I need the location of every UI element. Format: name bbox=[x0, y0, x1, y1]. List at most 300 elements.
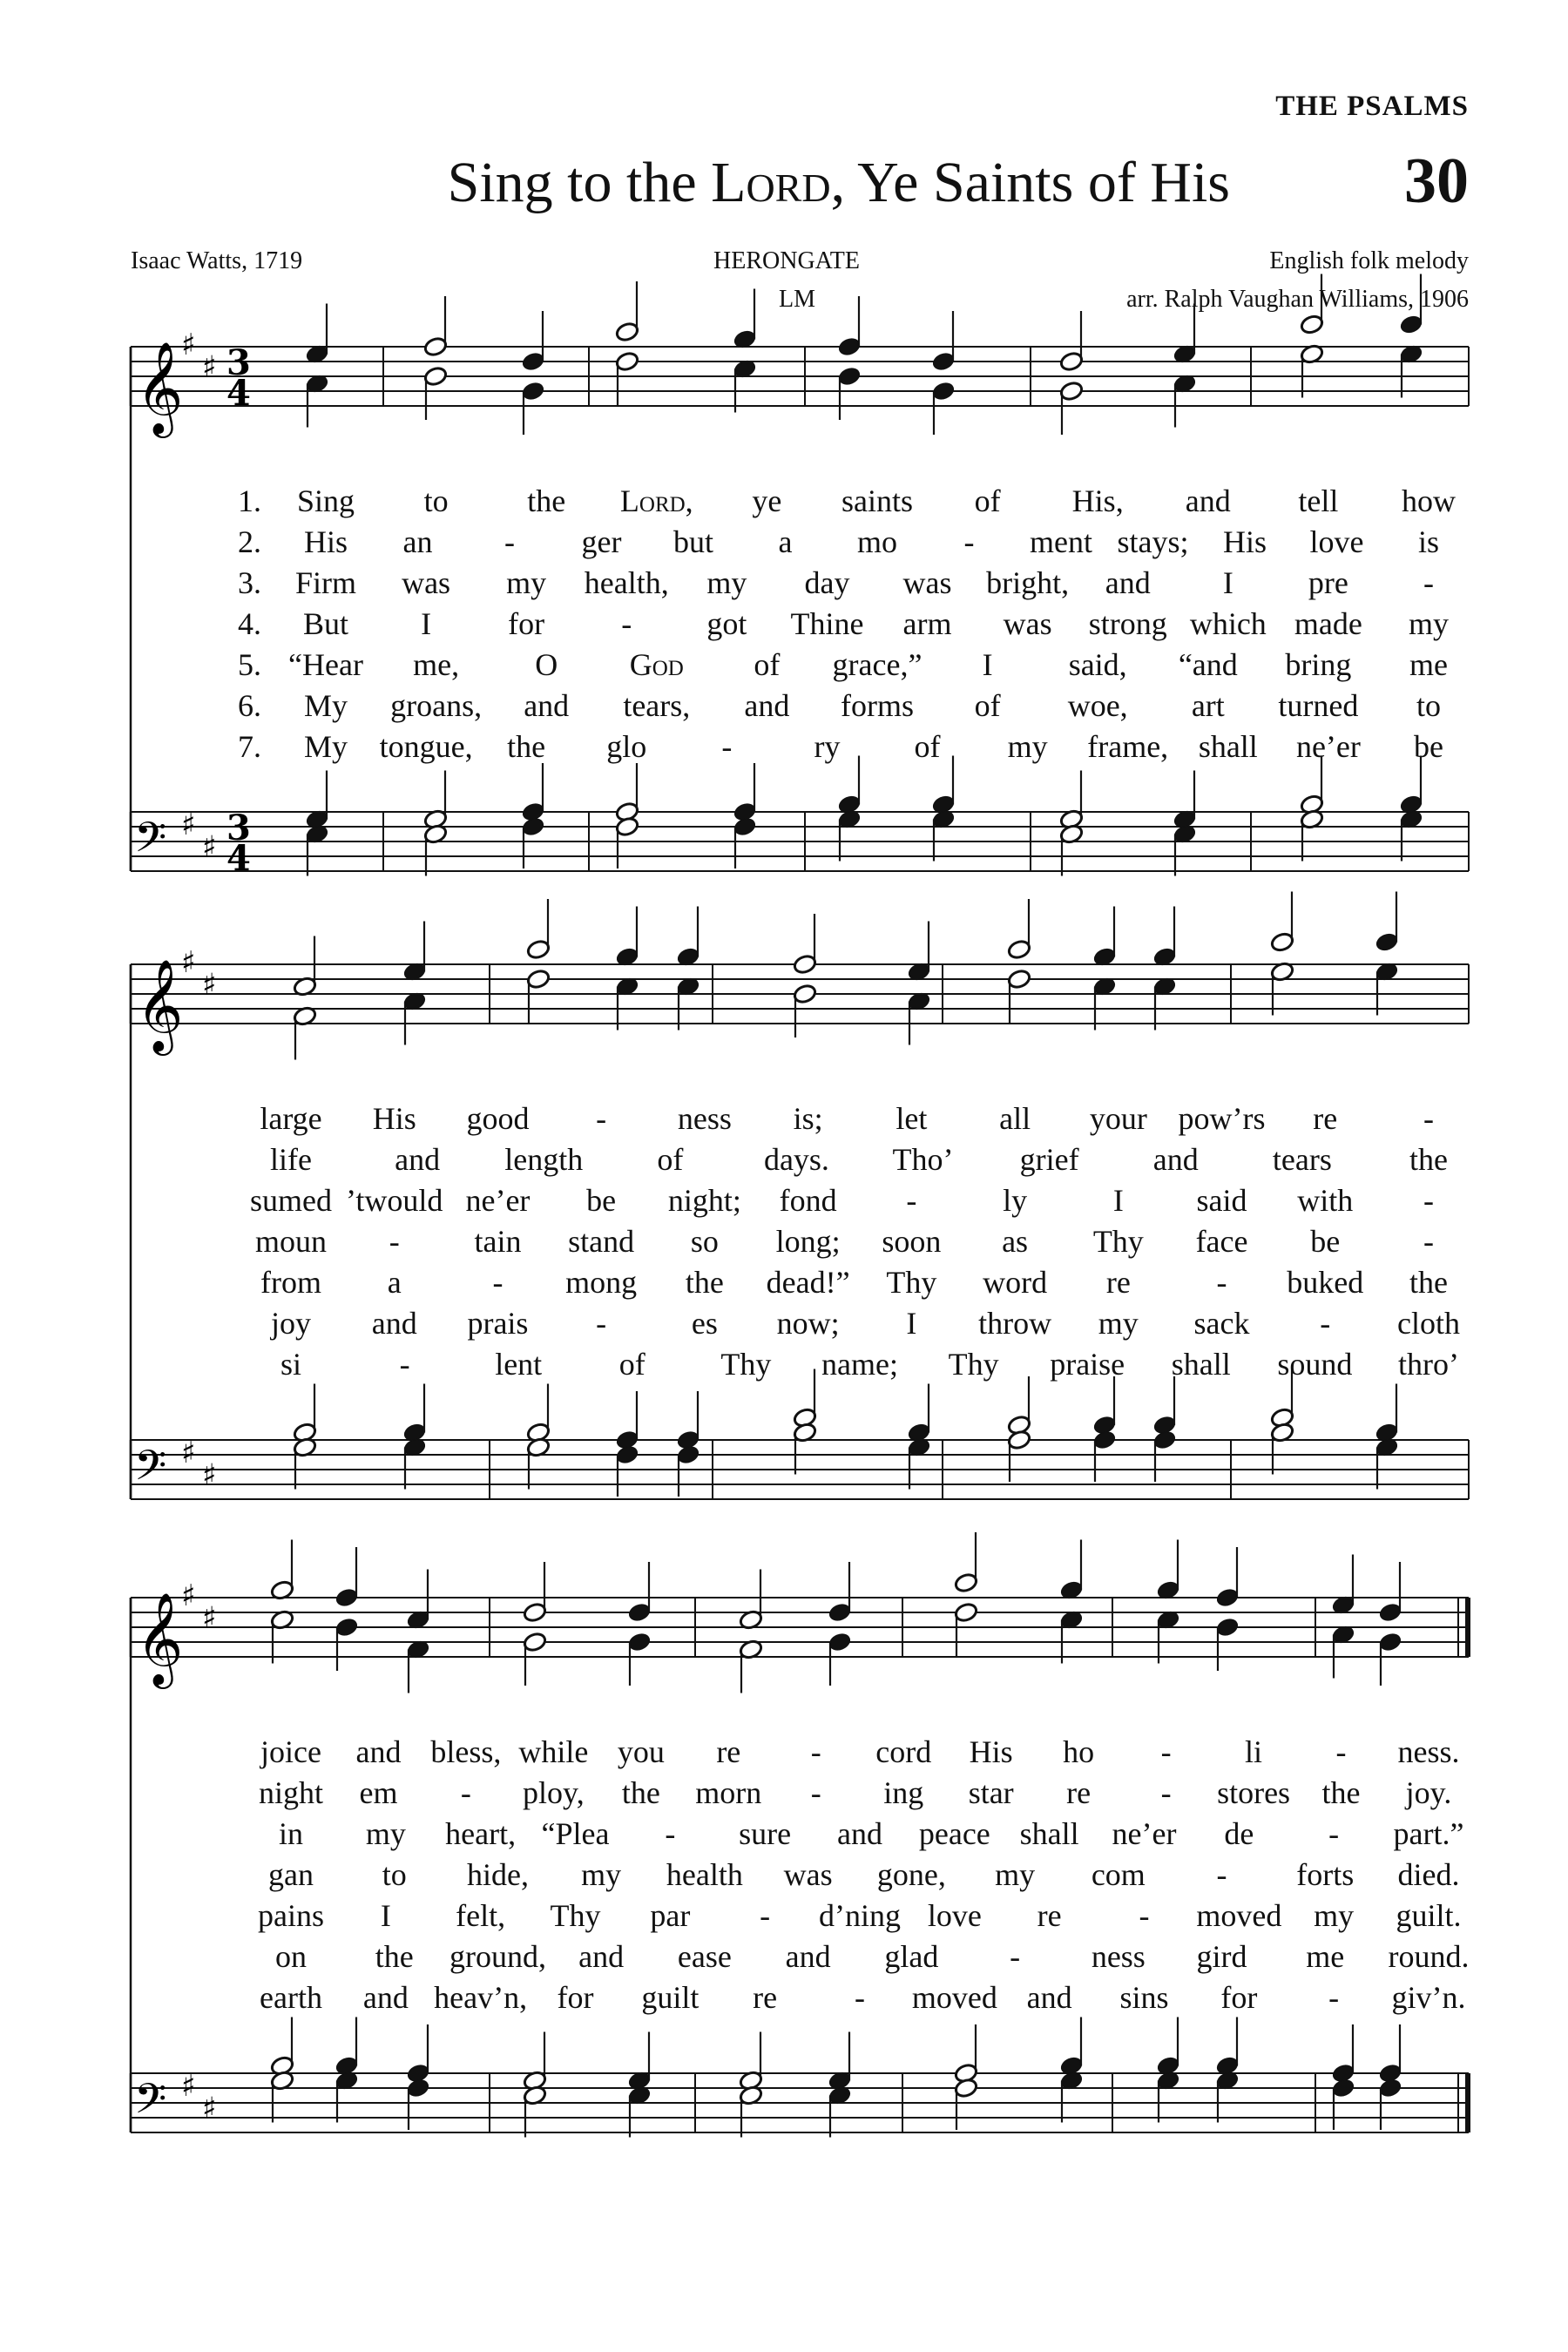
hyphen: - bbox=[1423, 565, 1434, 600]
lyric-syllable: health, bbox=[584, 565, 669, 600]
lyric-syllable: li bbox=[1245, 1734, 1263, 1769]
lyric-syllable: length bbox=[504, 1142, 584, 1177]
lyric-syllable: Thy bbox=[886, 1265, 937, 1300]
lyric-syllable: forts bbox=[1296, 1857, 1355, 1892]
final-barline bbox=[1465, 1598, 1470, 1657]
lyric-syllable: for bbox=[557, 1980, 594, 2015]
lyric-syllable: guilt bbox=[641, 1980, 700, 2015]
lyric-line bbox=[0, 687, 1568, 729]
lyric-syllable: of bbox=[974, 688, 1001, 723]
sharp-icon: ♯ bbox=[181, 945, 196, 980]
lyric-syllable: and bbox=[744, 688, 790, 723]
lyric-syllable: and bbox=[837, 1816, 882, 1851]
lyric-syllable: bright, bbox=[986, 565, 1070, 600]
lyric-syllable: morn bbox=[695, 1775, 762, 1810]
lyric-syllable: hide, bbox=[466, 1857, 529, 1892]
lyric-syllable: moved bbox=[911, 1980, 997, 2015]
bass-clef-icon: 𝄢 bbox=[134, 1441, 167, 1500]
lyric-syllable: in bbox=[278, 1816, 304, 1851]
lyric-syllable: re bbox=[1037, 1898, 1062, 1933]
hyphen: - bbox=[596, 1306, 607, 1341]
lyric-syllable: My bbox=[303, 729, 348, 764]
lyric-syllable: forms bbox=[841, 688, 914, 723]
lyric-syllable: to bbox=[1416, 688, 1442, 723]
hyphen: - bbox=[1216, 1857, 1227, 1892]
lyric-syllable: and bbox=[578, 1939, 625, 1974]
lyric-syllable: days. bbox=[763, 1142, 829, 1177]
time-signature: 4 bbox=[226, 838, 251, 879]
lyric-syllable: the bbox=[527, 483, 566, 518]
lyric-syllable: and bbox=[395, 1142, 441, 1177]
lyric-syllable: the bbox=[1409, 1265, 1448, 1300]
lyric-syllable: buked bbox=[1287, 1265, 1364, 1300]
lyric-syllable: stays; bbox=[1117, 524, 1189, 559]
hyphen: - bbox=[1423, 1183, 1434, 1218]
hyphen: - bbox=[621, 606, 632, 641]
lyric-syllable: prais bbox=[467, 1306, 529, 1341]
verse-number: 4. bbox=[238, 606, 261, 641]
lyric-syllable: I bbox=[1112, 1183, 1124, 1218]
lyric-syllable: was bbox=[1003, 606, 1052, 641]
lyric-line bbox=[0, 564, 1568, 606]
lyric-syllable: “Plea bbox=[541, 1816, 610, 1851]
lyric-syllable: of bbox=[914, 729, 941, 764]
lyric-syllable: bless, bbox=[430, 1734, 502, 1769]
lyric-syllable: but bbox=[672, 524, 714, 559]
lyric-syllable: ness bbox=[1091, 1939, 1146, 1974]
lyric-syllable: ness. bbox=[1397, 1734, 1460, 1769]
lyric-syllable: your bbox=[1089, 1101, 1147, 1136]
sharp-icon: ♯ bbox=[181, 328, 196, 362]
lyric-syllable: and bbox=[1105, 565, 1151, 600]
treble-clef-icon: 𝄞 bbox=[136, 1592, 184, 1685]
lyric-syllable: now; bbox=[776, 1306, 840, 1341]
lyric-syllable: joy bbox=[270, 1306, 312, 1341]
lyric-line bbox=[0, 524, 1568, 565]
lyric-syllable: good bbox=[466, 1101, 530, 1136]
lyric-syllable: night bbox=[258, 1775, 324, 1810]
lyric-line bbox=[0, 1979, 1568, 2021]
hyphen: - bbox=[760, 1898, 771, 1933]
hyphen: - bbox=[906, 1183, 917, 1218]
lyric-syllable: ’twould bbox=[346, 1183, 443, 1218]
lyric-syllable: thro’ bbox=[1398, 1347, 1459, 1382]
lyric-syllable: I bbox=[421, 606, 432, 641]
lyric-line bbox=[0, 605, 1568, 647]
hyphen: - bbox=[1010, 1939, 1021, 1974]
section-heading: THE PSALMS bbox=[1275, 91, 1469, 122]
lyric-syllable: “and bbox=[1178, 647, 1238, 682]
lyric-syllable: re bbox=[716, 1734, 741, 1769]
lyric-syllable: mong bbox=[565, 1265, 638, 1300]
lyric-syllable: me bbox=[1306, 1939, 1345, 1974]
lyric-syllable: of bbox=[618, 1347, 645, 1382]
lyric-syllable: said, bbox=[1068, 647, 1127, 682]
lyric-syllable: His, bbox=[1071, 483, 1124, 518]
lyric-syllable: ne’er bbox=[465, 1183, 531, 1218]
lyric-syllable: sound bbox=[1277, 1347, 1353, 1382]
lyric-syllable: arm bbox=[902, 606, 952, 641]
hyphen: - bbox=[665, 1816, 676, 1851]
lyric-line bbox=[0, 1938, 1568, 1980]
lyric-syllable: pre bbox=[1308, 565, 1348, 600]
hymn-title bbox=[448, 150, 1230, 216]
hyphen: - bbox=[504, 524, 515, 559]
lyric-syllable: guilt. bbox=[1396, 1898, 1462, 1933]
hyphen: - bbox=[399, 1347, 410, 1382]
hyphen: - bbox=[810, 1775, 821, 1810]
lyric-syllable: ger bbox=[581, 524, 622, 559]
lyric-line bbox=[0, 1856, 1568, 1898]
lyric-syllable: name; bbox=[821, 1347, 898, 1382]
lyric-syllable: Lord, bbox=[619, 483, 693, 518]
lyric-syllable: for bbox=[1220, 1980, 1258, 2015]
lyric-syllable: gone, bbox=[876, 1857, 946, 1892]
lyric-syllable: moun bbox=[254, 1224, 328, 1259]
lyric-syllable: ne’er bbox=[1295, 729, 1361, 764]
lyric-syllable: the bbox=[1409, 1142, 1448, 1177]
sharp-icon: ♯ bbox=[181, 1436, 196, 1470]
lyric-syllable: moved bbox=[1196, 1898, 1282, 1933]
lyric-syllable: soon bbox=[882, 1224, 942, 1259]
hyphen: - bbox=[855, 1980, 865, 2015]
lyric-line bbox=[0, 1264, 1568, 1306]
lyric-syllable: shall bbox=[1171, 1347, 1231, 1382]
lyric-syllable: gird bbox=[1196, 1939, 1247, 1974]
lyric-syllable: was bbox=[402, 565, 451, 600]
lyric-syllable: stand bbox=[568, 1224, 635, 1259]
lyric-syllable: a bbox=[387, 1265, 402, 1300]
lyric-syllable: I bbox=[982, 647, 993, 682]
treble-clef-icon: 𝄞 bbox=[136, 341, 184, 434]
lyric-syllable: got bbox=[706, 606, 747, 641]
author-credit: Isaac Watts, 1719 bbox=[131, 247, 303, 274]
tune-name: HERONGATE bbox=[713, 247, 860, 274]
lyric-line bbox=[0, 1100, 1568, 1142]
lyric-syllable: grace,” bbox=[832, 647, 923, 682]
hyphen: - bbox=[1328, 1980, 1340, 2015]
lyric-syllable: love bbox=[927, 1898, 982, 1933]
hyphen: - bbox=[1328, 1816, 1340, 1851]
lyric-syllable: cord bbox=[875, 1734, 932, 1769]
lyric-line bbox=[0, 1897, 1568, 1939]
lyric-syllable: ing bbox=[883, 1775, 924, 1810]
lyric-syllable: sumed bbox=[250, 1183, 332, 1218]
lyric-syllable: es bbox=[691, 1306, 718, 1341]
lyric-syllable: my bbox=[995, 1857, 1036, 1892]
lyric-syllable: me, bbox=[413, 647, 460, 682]
lyric-syllable: made bbox=[1294, 606, 1362, 641]
lyric-syllable: all bbox=[999, 1101, 1031, 1136]
lyric-syllable: part.” bbox=[1393, 1816, 1464, 1851]
lyric-syllable: of bbox=[754, 647, 781, 682]
lyric-syllable: with bbox=[1297, 1183, 1354, 1218]
lyric-syllable: be bbox=[1310, 1224, 1341, 1259]
lyric-syllable: joice bbox=[260, 1734, 321, 1769]
lyric-syllable: Sing bbox=[296, 483, 355, 518]
lyric-syllable: ease bbox=[677, 1939, 732, 1974]
verse-number: 3. bbox=[238, 565, 261, 600]
bass-clef-icon: 𝄢 bbox=[134, 2074, 167, 2133]
lyric-syllable: ye bbox=[752, 483, 782, 518]
lyric-syllable: ry bbox=[814, 729, 841, 764]
lyric-syllable: my bbox=[1007, 729, 1048, 764]
lyric-syllable: and bbox=[524, 688, 570, 723]
lyric-syllable: and bbox=[1185, 483, 1231, 518]
lyric-syllable: face bbox=[1195, 1224, 1248, 1259]
lyric-syllable: Thy bbox=[948, 1347, 999, 1382]
lyric-syllable: bring bbox=[1285, 647, 1352, 682]
lyric-syllable: felt, bbox=[456, 1898, 506, 1933]
lyric-syllable: tell bbox=[1298, 483, 1339, 518]
lyric-syllable: my bbox=[706, 565, 747, 600]
lyric-syllable: of bbox=[974, 483, 1001, 518]
lyric-syllable: I bbox=[906, 1306, 917, 1341]
hyphen: - bbox=[596, 1101, 607, 1136]
lyric-syllable: His bbox=[969, 1734, 1013, 1769]
lyric-syllable: tain bbox=[474, 1224, 522, 1259]
lyric-syllable: Firm bbox=[294, 565, 357, 600]
sharp-icon: ♯ bbox=[181, 1578, 196, 1613]
lyric-syllable: earth bbox=[260, 1980, 322, 2015]
verse-number: 2. bbox=[238, 524, 261, 559]
lyric-syllable: joy. bbox=[1405, 1775, 1452, 1810]
hyphen: - bbox=[1335, 1734, 1347, 1769]
lyric-syllable: re bbox=[1066, 1775, 1092, 1810]
time-signature: 3 bbox=[226, 342, 251, 383]
lyric-syllable: turned bbox=[1278, 688, 1359, 723]
lyric-syllable: His bbox=[372, 1101, 416, 1136]
lyric-syllable: ho bbox=[1063, 1734, 1095, 1769]
hyphen: - bbox=[460, 1775, 471, 1810]
sharp-icon: ♯ bbox=[181, 2069, 196, 2104]
lyric-syllable: gan bbox=[268, 1857, 314, 1892]
lyric-syllable: me bbox=[1409, 647, 1448, 682]
lyric-syllable: the bbox=[685, 1265, 724, 1300]
lyric-syllable: and bbox=[355, 1734, 402, 1769]
lyric-syllable: Thy bbox=[550, 1898, 601, 1933]
lyric-syllable: glad bbox=[884, 1939, 939, 1974]
lyric-syllable: d’ning bbox=[819, 1898, 901, 1933]
lyric-syllable: ploy, bbox=[523, 1775, 585, 1810]
lyric-syllable: Tho’ bbox=[892, 1142, 954, 1177]
title-part-smallcaps: Lord bbox=[711, 151, 831, 214]
lyric-syllable: throw bbox=[978, 1306, 1052, 1341]
hyphen: - bbox=[1423, 1224, 1434, 1259]
lyric-syllable: ly bbox=[1003, 1183, 1028, 1218]
lyric-syllable: peace bbox=[918, 1816, 990, 1851]
lyric-syllable: ne’er bbox=[1112, 1816, 1177, 1851]
lyric-syllable: His bbox=[1222, 524, 1267, 559]
lyric-syllable: the bbox=[507, 729, 546, 764]
title-part: Sing to the bbox=[447, 151, 712, 214]
lyric-line bbox=[0, 1182, 1568, 1224]
hyphen: - bbox=[1216, 1265, 1227, 1300]
lyric-line bbox=[0, 483, 1568, 524]
lyric-syllable: died. bbox=[1397, 1857, 1460, 1892]
lyric-syllable: si bbox=[280, 1347, 302, 1382]
hyphen: - bbox=[492, 1265, 504, 1300]
lyric-syllable: my bbox=[581, 1857, 622, 1892]
hymn-number: 30 bbox=[1404, 145, 1469, 217]
lyric-syllable: strong bbox=[1088, 606, 1167, 641]
lyric-syllable: “Hear bbox=[288, 647, 363, 682]
lyric-syllable: tears bbox=[1272, 1142, 1332, 1177]
lyric-syllable: O bbox=[535, 647, 558, 682]
lyric-syllable: tongue, bbox=[379, 729, 473, 764]
lyric-syllable: large bbox=[260, 1101, 322, 1136]
lyric-syllable: long; bbox=[775, 1224, 841, 1259]
hyphen: - bbox=[721, 729, 733, 764]
lyric-syllable: shall bbox=[1198, 729, 1258, 764]
lyric-syllable: night; bbox=[667, 1183, 741, 1218]
lyric-line bbox=[0, 1305, 1568, 1347]
lyric-syllable: and bbox=[1026, 1980, 1072, 2015]
lyric-syllable: sins bbox=[1119, 1980, 1169, 2015]
lyric-syllable: sure bbox=[739, 1816, 792, 1851]
lyric-syllable: groans, bbox=[390, 688, 483, 723]
lyric-syllable: and bbox=[362, 1980, 409, 2015]
lyric-syllable: you bbox=[617, 1734, 665, 1769]
lyric-syllable: is bbox=[1417, 524, 1440, 559]
lyric-syllable: stores bbox=[1217, 1775, 1291, 1810]
verse-number: 7. bbox=[238, 729, 261, 764]
lyric-syllable: said bbox=[1196, 1183, 1247, 1218]
lyric-syllable: mo bbox=[856, 524, 898, 559]
lyric-syllable: round. bbox=[1388, 1939, 1470, 1974]
lyric-syllable: par bbox=[650, 1898, 691, 1933]
lyric-syllable: re bbox=[1313, 1101, 1338, 1136]
lyric-syllable: My bbox=[303, 688, 348, 723]
lyric-syllable: shall bbox=[1019, 1816, 1079, 1851]
lyric-syllable: praise bbox=[1050, 1347, 1125, 1382]
lyric-syllable: my bbox=[1098, 1306, 1139, 1341]
lyric-syllable: so bbox=[690, 1224, 719, 1259]
lyric-line bbox=[0, 1346, 1568, 1388]
lyric-syllable: word bbox=[983, 1265, 1048, 1300]
final-barline bbox=[1465, 2073, 1470, 2132]
lyric-syllable: be bbox=[586, 1183, 617, 1218]
lyric-syllable: how bbox=[1402, 483, 1456, 518]
lyric-syllable: and bbox=[1152, 1142, 1199, 1177]
lyric-syllable: heart, bbox=[445, 1816, 517, 1851]
lyric-syllable: sack bbox=[1193, 1306, 1250, 1341]
lyric-syllable: lent bbox=[495, 1347, 543, 1382]
lyric-syllable: dead!” bbox=[766, 1265, 850, 1300]
time-signature: 3 bbox=[226, 808, 251, 848]
treble-clef-icon: 𝄞 bbox=[136, 958, 184, 1051]
lyric-syllable: His bbox=[303, 524, 348, 559]
lyric-syllable: saints bbox=[841, 483, 914, 518]
lyric-syllable: I bbox=[380, 1898, 391, 1933]
hyphen: - bbox=[1139, 1898, 1150, 1933]
lyric-syllable: em bbox=[359, 1775, 398, 1810]
arranger-credit: arr. Ralph Vaughan Williams, 1906 bbox=[1126, 286, 1469, 313]
lyric-syllable: while bbox=[518, 1734, 589, 1769]
sharp-icon: ♯ bbox=[202, 2091, 217, 2126]
music-source: English folk melody bbox=[1269, 247, 1469, 274]
lyric-syllable: frame, bbox=[1087, 729, 1169, 764]
lyric-line bbox=[0, 1223, 1568, 1265]
lyric-syllable: the bbox=[375, 1939, 414, 1974]
lyric-line bbox=[0, 1815, 1568, 1857]
sharp-icon: ♯ bbox=[202, 829, 217, 865]
lyric-syllable: to bbox=[382, 1857, 407, 1892]
lyric-syllable: Thy bbox=[720, 1347, 772, 1382]
lyric-syllable: let bbox=[896, 1101, 928, 1136]
lyric-syllable: and bbox=[371, 1306, 417, 1341]
lyric-syllable: de bbox=[1224, 1816, 1254, 1851]
hyphen: - bbox=[389, 1224, 400, 1259]
verse-number: 6. bbox=[238, 688, 261, 723]
lyric-syllable: heav’n, bbox=[434, 1980, 528, 2015]
sharp-icon: ♯ bbox=[202, 1600, 217, 1636]
lyric-syllable: was bbox=[783, 1857, 833, 1892]
hyphen: - bbox=[1423, 1101, 1434, 1136]
verse-number: 1. bbox=[238, 483, 261, 518]
lyric-syllable: for bbox=[508, 606, 545, 641]
lyric-line bbox=[0, 646, 1568, 688]
lyric-syllable: pains bbox=[258, 1898, 324, 1933]
lyric-syllable: woe, bbox=[1067, 688, 1128, 723]
lyric-syllable: pow’rs bbox=[1178, 1101, 1266, 1136]
lyric-syllable: be bbox=[1414, 729, 1443, 764]
hyphen: - bbox=[1320, 1306, 1331, 1341]
lyric-syllable: as bbox=[1002, 1224, 1029, 1259]
lyric-line bbox=[0, 728, 1568, 770]
lyric-syllable: my bbox=[1314, 1898, 1355, 1933]
lyric-syllable: to bbox=[423, 483, 449, 518]
lyric-syllable: a bbox=[778, 524, 793, 559]
lyric-syllable: giv’n. bbox=[1391, 1980, 1466, 2015]
lyric-syllable: love bbox=[1309, 524, 1364, 559]
hyphen: - bbox=[1160, 1775, 1172, 1810]
lyric-syllable: ness bbox=[677, 1101, 732, 1136]
lyric-syllable: I bbox=[1222, 565, 1233, 600]
lyric-syllable: art bbox=[1191, 688, 1225, 723]
lyric-syllable: But bbox=[302, 606, 349, 641]
lyric-syllable: on bbox=[275, 1939, 307, 1974]
lyric-syllable: grief bbox=[1019, 1142, 1079, 1177]
lyric-syllable: tears, bbox=[623, 688, 691, 723]
lyric-syllable: which bbox=[1189, 606, 1267, 641]
lyric-syllable: an bbox=[402, 524, 433, 559]
lyric-line bbox=[0, 1141, 1568, 1183]
bass-clef-icon: 𝄢 bbox=[134, 813, 167, 872]
lyric-syllable: the bbox=[1321, 1775, 1361, 1810]
lyric-syllable: re bbox=[1105, 1265, 1131, 1300]
lyric-syllable: Thy bbox=[1092, 1224, 1144, 1259]
lyric-syllable: ground, bbox=[449, 1939, 546, 1974]
lyric-syllable: my bbox=[1408, 606, 1450, 641]
sharp-icon: ♯ bbox=[202, 1457, 217, 1493]
lyric-syllable: Thine bbox=[790, 606, 864, 641]
meter: LM bbox=[779, 286, 815, 313]
hyphen: - bbox=[810, 1734, 821, 1769]
hyphen: - bbox=[1160, 1734, 1172, 1769]
lyric-syllable: com bbox=[1091, 1857, 1146, 1892]
lyric-syllable: ment bbox=[1030, 524, 1092, 559]
hyphen: - bbox=[963, 524, 975, 559]
lyric-syllable: fond bbox=[779, 1183, 837, 1218]
lyric-line bbox=[0, 1774, 1568, 1816]
lyric-syllable: day bbox=[804, 565, 850, 600]
lyric-syllable: my bbox=[506, 565, 547, 600]
lyric-syllable: was bbox=[902, 565, 952, 600]
lyric-syllable: is; bbox=[793, 1101, 823, 1136]
lyric-syllable: glo bbox=[606, 729, 647, 764]
lyric-syllable: of bbox=[657, 1142, 684, 1177]
